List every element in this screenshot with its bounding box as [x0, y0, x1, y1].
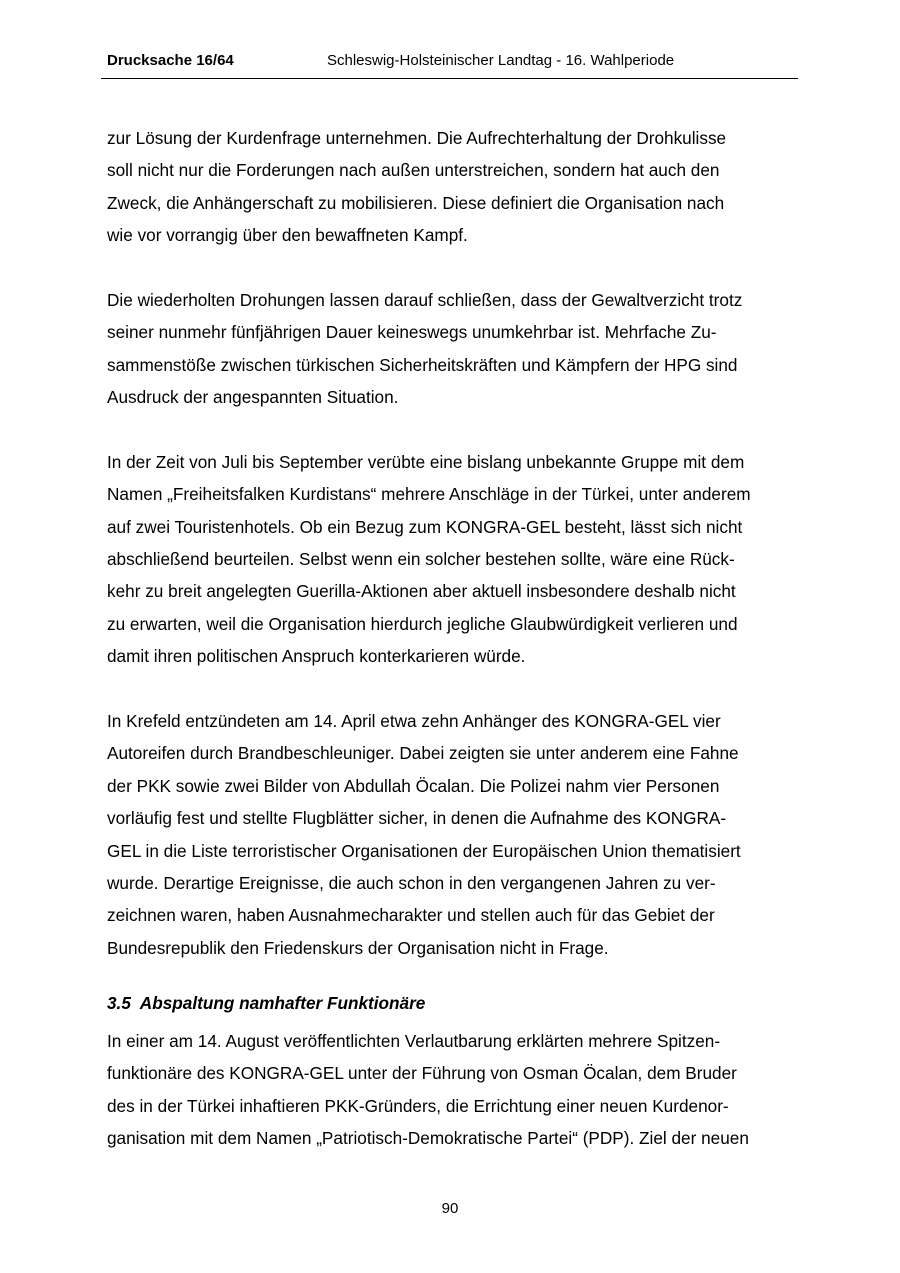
text-line: soll nicht nur die Forderungen nach außen unterstreichen, sondern hat auch den: [107, 160, 720, 181]
text-line: Ausdruck der angespannten Situation.: [107, 387, 399, 408]
text-line: kehr zu breit angelegten Guerilla-Aktionen aber aktuell insbesondere deshalb nicht: [107, 581, 736, 602]
paragraph: [107, 446, 807, 673]
text-line: Bundesrepublik den Friedenskurs der Organisation nicht in Frage.: [107, 937, 609, 958]
text-line: sammenstöße zwischen türkischen Sicherheitskräften und Kämpfern der HPG sind: [107, 354, 738, 375]
text-line: In einer am 14. August veröffentlichten Verlautbarung erklärten mehrere Spitzen-: [107, 1030, 721, 1051]
text-line: abschließend beurteilen. Selbst wenn ein solcher bestehen sollte, wäre eine Rück-: [107, 549, 735, 570]
text-line: vorläufig fest und stellte Flugblätter sicher, in denen die Aufnahme des KONGRA-: [107, 808, 727, 829]
text-line: damit ihren politischen Anspruch konterkarieren würde.: [107, 646, 526, 667]
paragraph: [107, 284, 807, 414]
parliament-title: Schleswig-Holsteinischer Landtag - 16. Wahlperiode: [327, 52, 675, 69]
text-line: auf zwei Touristenhotels. Ob ein Bezug zum KONGRA-GEL besteht, lässt sich nicht: [107, 516, 743, 537]
text-line: wie vor vorrangig über den bewaffneten Kampf.: [107, 225, 468, 246]
text-line: zeichnen waren, haben Ausnahmecharakter und stellen auch für das Gebiet der: [107, 905, 715, 926]
text-line: Die wiederholten Drohungen lassen darauf schließen, dass der Gewaltverzicht trotz: [107, 289, 743, 310]
document-id: Drucksache 16/64: [107, 52, 234, 69]
text-line: Namen „Freiheitsfalken Kurdistans“ mehrere Anschläge in der Türkei, unter anderem: [107, 484, 751, 505]
page-number: 90: [441, 1200, 459, 1217]
text-line: seiner nunmehr fünfjährigen Dauer keineswegs unumkehrbar ist. Mehrfache Zu-: [107, 322, 717, 343]
text-line: GEL in die Liste terroristischer Organisationen der Europäischen Union thematisiert: [107, 840, 741, 861]
text-line: wurde. Derartige Ereignisse, die auch schon in den vergangenen Jahren zu ver-: [107, 872, 716, 893]
text-line: In Krefeld entzündeten am 14. April etwa zehn Anhänger des KONGRA-GEL vier: [107, 711, 721, 732]
body-text: [107, 122, 807, 1155]
paragraph: [107, 705, 807, 964]
text-line: zu erwarten, weil die Organisation hierdurch jegliche Glaubwürdigkeit verlieren und: [107, 613, 738, 634]
section-paragraph: [107, 1025, 807, 1155]
section-heading: 3.5 Abspaltung namhafter Funktionäre: [107, 992, 426, 1013]
page-header: [101, 52, 798, 79]
text-line: funktionäre des KONGRA-GEL unter der Führung von Osman Öcalan, dem Bruder: [107, 1063, 737, 1084]
text-line: Zweck, die Anhängerschaft zu mobilisieren. Diese definiert die Organisation nach: [107, 192, 725, 213]
text-line: zur Lösung der Kurdenfrage unternehmen. Die Aufrechterhaltung der Drohkulisse: [107, 128, 727, 148]
paragraph: [107, 122, 807, 252]
text-line: Autoreifen durch Brandbeschleuniger. Dabei zeigten sie unter anderem eine Fahne: [107, 743, 739, 764]
text-line: ganisation mit dem Namen „Patriotisch-Demokratische Partei“ (PDP). Ziel der neuen: [107, 1128, 749, 1149]
text-line: In der Zeit von Juli bis September verübte eine bislang unbekannte Gruppe mit dem: [107, 451, 745, 472]
text-line: des in der Türkei inhaftieren PKK-Gründers, die Errichtung einer neuen Kurdenor-: [107, 1095, 729, 1116]
text-line: der PKK sowie zwei Bilder von Abdullah Öcalan. Die Polizei nahm vier Personen: [107, 775, 720, 796]
